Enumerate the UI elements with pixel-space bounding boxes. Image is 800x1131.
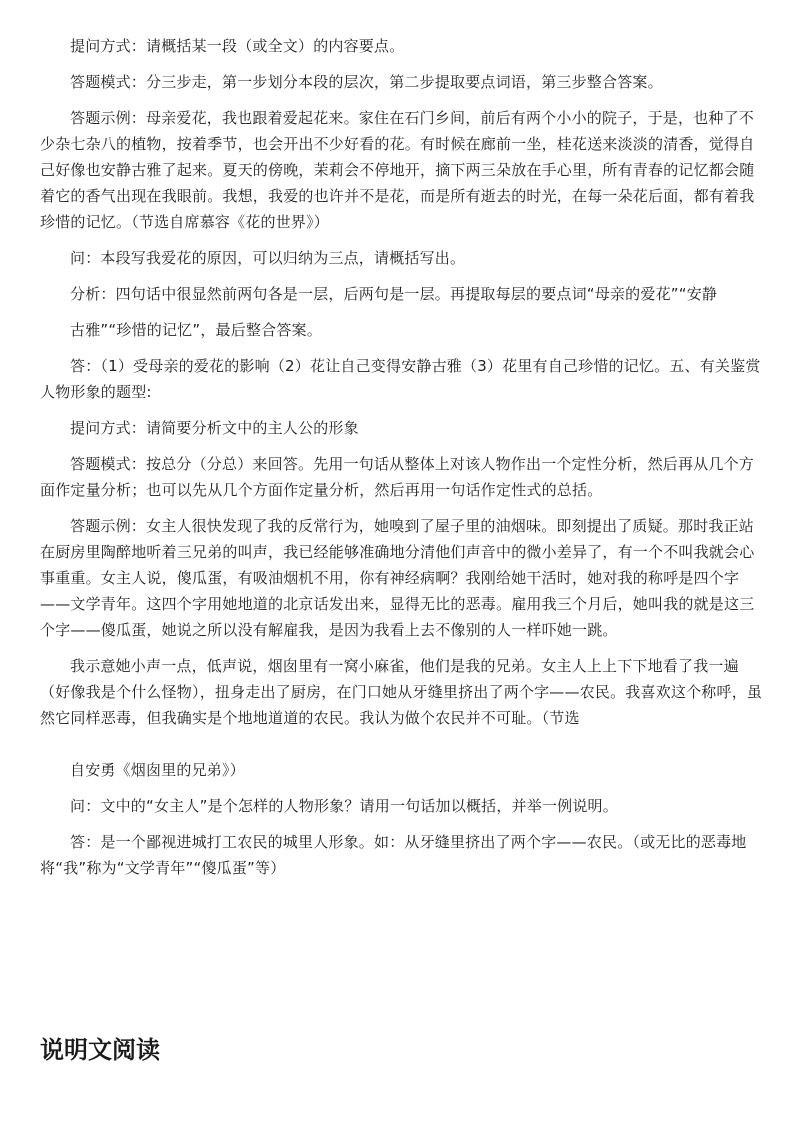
paragraph-analysis-continued: 古雅”“珍惜的记忆”，最后整合答案。 — [70, 321, 322, 339]
paragraph-question-method: 提问方式：请概括某一段（或全文）的内容要点。 — [70, 37, 405, 55]
paragraph-answer-mode: 答题模式：分三步走，第一步划分本段的层次，第二步提取要点词语，第三步整合答案。 — [70, 73, 663, 91]
paragraph-answer: 答：（1）受母亲的爱花的影响（2）花让自己变得安静古雅（3）花里有自己珍惜的记忆。五、有关鉴赏人物形象的题型: — [40, 357, 761, 401]
paragraph-story-continued: 我示意她小声一点，低声说，烟囱里有一窝小麻雀，他们是我的兄弟。女主人上上下下地看了我一遍（好像我是个什么怪物），扭身走出了厨房，在门口她从牙缝里挤出了两个字——农民。我喜欢这个称呼，虽然它同样恶毒，但我确实是个地地道道的农民。我认为做个农民并不可耻。（节选 — [40, 657, 763, 727]
paragraph-answer-mode-2: 答题模式：按总分（分总）来回答。先用一句话从整体上对该人物作出一个定性分析，然后再从几个方面作定量分析；也可以先从几个方面作定量分析，然后再用一句话作定性式的总括。 — [40, 455, 755, 499]
paragraph-answer-example: 答题示例：母亲爱花，我也跟着爱起花来。家住在石门乡间，前后有两个小小的院子，于是，也种了不少杂七杂八的植物，按着季节，也会开出不少好看的花。有时候在廊前一坐，桂花送来淡淡的清香，觉得自己好像也安静古雅了起来。夏天的傍晚，茉莉会不停地开，摘下两三朵放在手心里，所有青春的记忆都会随着它的香气出现在我眼前。我想，我爱的也许并不是花，而是所有逝去的时光，在每一朵花后面，都有着我珍惜的记忆。（节选自席慕容《花的世界》） — [40, 109, 755, 231]
paragraph-question-2: 问：文中的“女主人”是个怎样的人物形象？请用一句话加以概括，并举一例说明。 — [70, 797, 618, 815]
document-body — [40, 33, 765, 891]
paragraph-question: 问：本段写我爱花的原因，可以归纳为三点，请概括写出。 — [70, 249, 466, 267]
paragraph-answer-2: 答：是一个鄙视进城打工农民的城里人形象。如：从牙缝里挤出了两个字——农民。（或无比的恶毒地将“我”称为“文学青年”“傻瓜蛋”等） — [40, 833, 747, 877]
paragraph-question-method-2: 提问方式：请简要分析文中的主人公的形象 — [70, 419, 359, 437]
paragraph-answer-example-2: 答题示例：女主人很快发现了我的反常行为，她嗅到了屋子里的油烟味。即刻提出了质疑。那时我正站在厨房里陶醉地听着三兄弟的叫声，我已经能够准确地分清他们声音中的微小差异了，有一个不叫我就会心事重重。女主人说，傻瓜蛋，有吸油烟机不用，你有神经病啊？我刚给她干活时，她对我的称呼是四个字——文学青年。这四个字用她地道的北京话发出来，显得无比的恶毒。雇用我三个月后，她叫我的就是这三个字——傻瓜蛋，她说之所以没有解雇我，是因为我看上去不像别的人一样吓她一跳。 — [40, 517, 755, 639]
paragraph-source: 自安勇《烟囱里的兄弟》） — [70, 761, 245, 779]
section-title: 说明文阅读 — [40, 1036, 160, 1064]
paragraph-analysis: 分析：四句话中很显然前两句各是一层，后两句是一层。再提取每层的要点词“母亲的爱花”“安静 — [70, 285, 718, 303]
